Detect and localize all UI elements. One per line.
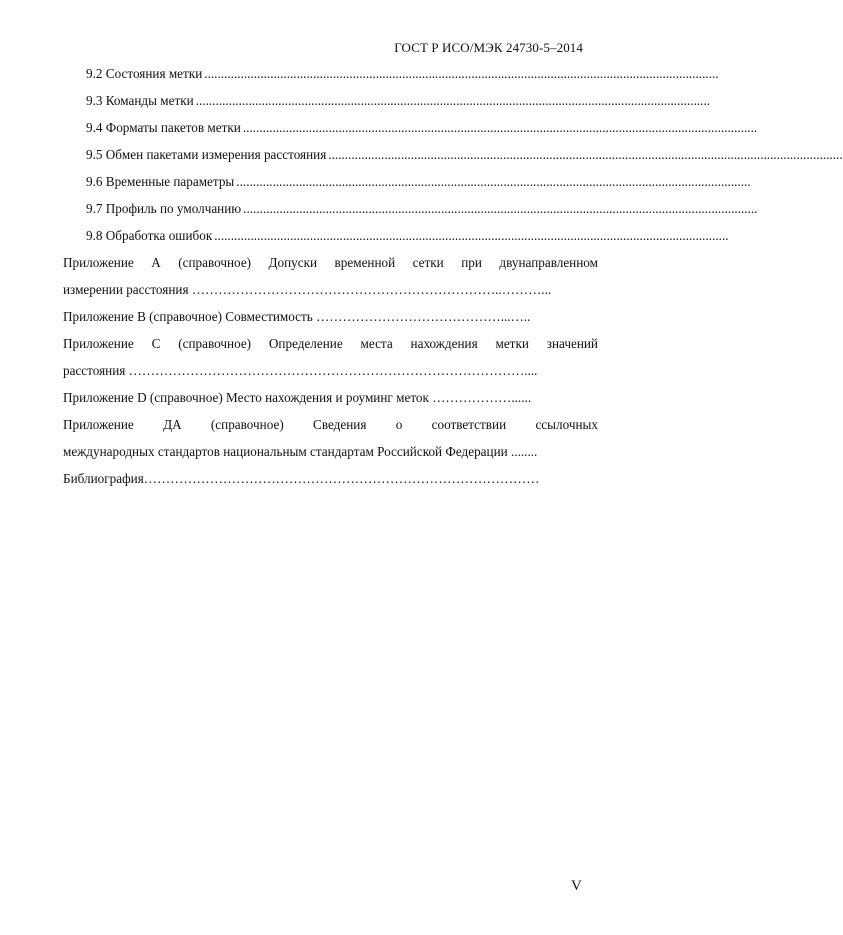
toc-leader-dots: ............................................................................................................................................................ [236,174,751,189]
toc-item-9-8[interactable] [63,222,729,249]
toc-annex-b[interactable]: Приложение В (справочное) Совместимость ……………………………………...….. [63,309,531,324]
toc-item-label: 9.3 Команды метки [86,93,194,108]
toc-item-9-4[interactable] [63,114,758,141]
toc-item-label: 9.8 Обработка ошибок [86,228,213,243]
toc-item-9-7[interactable] [63,195,758,222]
document-header: ГОСТ Р ИСО/МЭК 24730-5–2014 [394,40,583,55]
toc-leader-dots: ............................................................................................................................................................ [242,120,758,135]
toc-item-9-2[interactable] [63,60,719,87]
toc-annex-da-line-1[interactable]: Приложение ДА (справочное) Сведения о соответствии ссылочных [63,417,598,432]
toc-leader-dots: ............................................................................................................................................................ [214,228,729,243]
toc-leader-dots: ............................................................................................................................................................ [328,147,843,162]
toc-item-label: 9.7 Профиль по умолчанию [86,201,242,216]
toc-annex-da-line-2[interactable]: международных стандартов национальным стандартам Российской Федерации ........ [63,444,538,459]
toc-bibliography[interactable]: Библиография……………………………………………………………………………… [63,471,540,486]
toc-leader-dots: ............................................................................................................................................................ [243,201,758,216]
toc-annex-a-line-1[interactable]: Приложение А (справочное) Допуски временной сетки при двунаправленном [63,255,598,270]
toc-item-9-3[interactable] [63,87,711,114]
toc-annex-a-line-2[interactable]: измерении расстояния ……………………………………………………………..………... [63,282,552,297]
toc-annex-c-line-2[interactable]: расстояния ……………………………………………………………………………….... [63,363,538,378]
toc-item-label: 9.2 Состояния метки [86,66,203,81]
toc-annex-c-line-1[interactable]: Приложение С (справочное) Определение места нахождения метки значений [63,336,598,351]
toc-item-label: 9.4 Форматы пакетов метки [86,120,241,135]
toc-item-9-6[interactable] [63,168,751,195]
toc-item-label: 9.6 Временные параметры [86,174,235,189]
toc-leader-dots: ............................................................................................................................................................ [204,66,719,81]
table-of-contents [63,60,843,492]
page-number: V [571,878,582,894]
toc-item-label: 9.5 Обмен пакетами измерения расстояния [86,147,327,162]
toc-item-9-5[interactable] [63,141,843,168]
toc-annex-d[interactable]: Приложение D (справочное) Место нахождения и роуминг меток ………………...... [63,390,532,405]
toc-leader-dots: ............................................................................................................................................................ [195,93,711,108]
